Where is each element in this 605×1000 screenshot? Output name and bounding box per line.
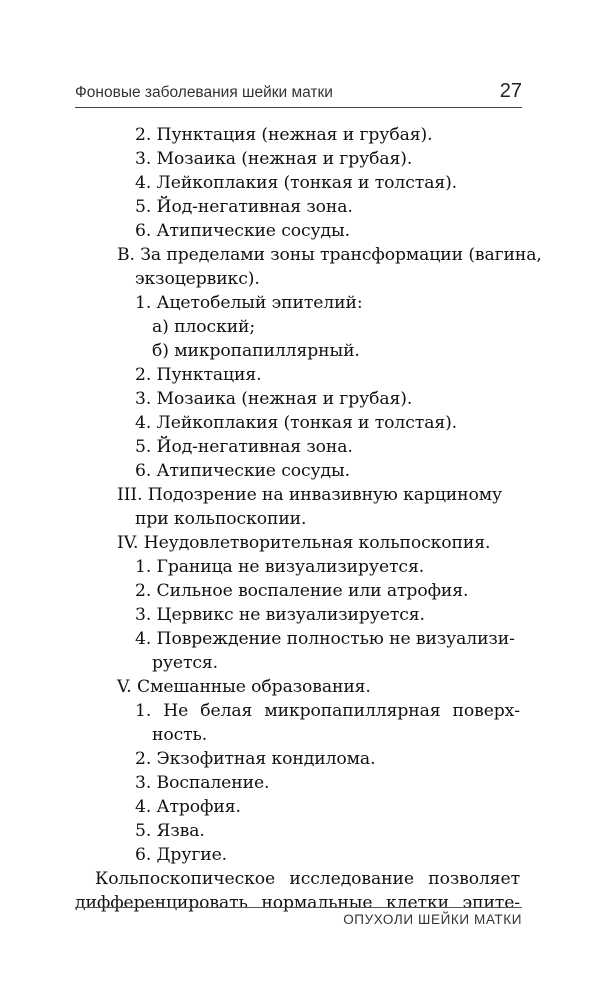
list-item-continuation: экзоцервикс). — [135, 269, 260, 289]
sub-list-item: б) микропапиллярный. — [152, 341, 360, 361]
sub-list-item: а) плоский; — [152, 317, 256, 337]
list-item-continuation: ность. — [152, 725, 208, 745]
header-divider — [75, 107, 522, 108]
list-item: 5. Язва. — [135, 821, 205, 841]
list-item: 4. Атрофия. — [135, 797, 241, 817]
list-item: 1. Ацетобелый эпителий: — [135, 293, 363, 313]
list-item: 1. Не белая микропапиллярная поверх- — [135, 701, 520, 721]
list-item: 2. Экзофитная кондилома. — [135, 749, 376, 769]
list-item: 4. Лейкоплакия (тонкая и толстая). — [135, 413, 458, 433]
list-item: 5. Йод-негативная зона. — [135, 437, 353, 457]
list-item-continuation: при кольпоскопии. — [135, 509, 307, 529]
list-item: III. Подозрение на инвазивную карциному — [117, 485, 503, 505]
list-item: 2. Пунктация (нежная и грубая). — [135, 125, 433, 145]
list-item: 2. Сильное воспаление или атрофия. — [135, 581, 469, 601]
list-item: 4. Повреждение полностью не визуализи- — [135, 629, 515, 649]
list-item: 3. Цервикс не визуализируется. — [135, 605, 425, 625]
footer-divider — [75, 907, 522, 908]
list-item: 6. Атипические сосуды. — [135, 221, 350, 241]
page-number: 27 — [499, 80, 522, 102]
list-item: 4. Лейкоплакия (тонкая и толстая). — [135, 173, 458, 193]
paragraph-line: Кольпоскопическое исследование позволяет — [95, 869, 520, 889]
list-item-continuation: руется. — [152, 653, 219, 673]
footer-section-title: ОПУХОЛИ ШЕЙКИ МАТКИ — [343, 912, 522, 927]
list-item: 3. Воспаление. — [135, 773, 270, 793]
list-item: 2. Пунктация. — [135, 365, 262, 385]
list-item: 1. Граница не визуализируется. — [135, 557, 425, 577]
list-item: 3. Мозаика (нежная и грубая). — [135, 149, 413, 169]
header-title: Фоновые заболевания шейки матки — [75, 84, 333, 101]
list-item: V. Смешанные образования. — [117, 677, 371, 697]
list-item: В. За пределами зоны трансформации (вагина, — [117, 245, 542, 265]
list-item: IV. Неудовлетворительная кольпоскопия. — [117, 533, 491, 553]
list-item: 6. Другие. — [135, 845, 228, 865]
list-item: 6. Атипические сосуды. — [135, 461, 350, 481]
running-header — [75, 82, 522, 108]
list-item: 5. Йод-негативная зона. — [135, 197, 353, 217]
paragraph-line: дифференцировать нормальные клетки эпите- — [75, 893, 520, 913]
list-item: 3. Мозаика (нежная и грубая). — [135, 389, 413, 409]
